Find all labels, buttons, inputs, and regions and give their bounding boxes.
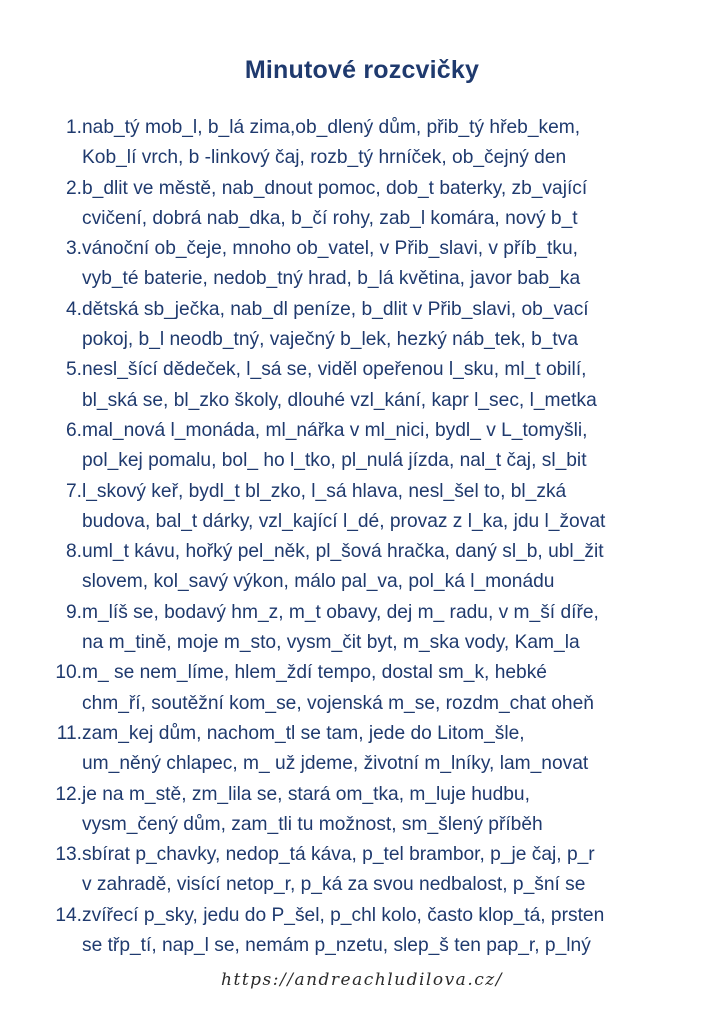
item-line: bl_ská se, bl_zko školy, dlouhé vzl_kání, kapr l_sec, l_metka	[82, 389, 597, 411]
item-line: zvířecí p_sky, jedu do P_šel, p_chl kolo, často klop_tá, prsten	[82, 904, 605, 926]
item-number: 3.	[65, 238, 82, 260]
item-number: 1.	[65, 117, 82, 138]
item-number: 7.	[65, 480, 82, 502]
item-line: pokoj, b_l neodb_tný, vaječný b_lek, hezký náb_tek, b_tva	[82, 329, 579, 351]
exercise-item-14	[52, 901, 692, 962]
item-number: 9.	[65, 601, 82, 623]
item-number: 12.	[55, 783, 82, 805]
item-number: 2.	[65, 177, 82, 199]
item-line: dětská sb_ječka, nab_dl peníze, b_dlit v Přib_slavi, ob_vací	[82, 298, 589, 320]
item-number: 13.	[55, 844, 82, 866]
exercise-item-6	[52, 416, 692, 477]
item-number: 5.	[65, 359, 82, 381]
exercise-list	[52, 113, 692, 961]
exercise-item-12	[52, 780, 692, 841]
item-line: l_skový keř, bydl_t bl_zko, l_sá hlava, nesl_šel to, bl_zká	[82, 480, 567, 502]
item-line: se třp_tí, nap_l se, nemám p_nzetu, slep_š ten pap_r, p_lný	[82, 935, 591, 957]
item-number: 6.	[65, 419, 82, 441]
exercise-item-1	[52, 113, 692, 174]
item-line: vyb_té baterie, nedob_tný hrad, b_lá květina, javor bab_ka	[82, 268, 581, 290]
exercise-item-11	[52, 719, 692, 780]
item-line: je na m_stě, zm_lila se, stará om_tka, m_luje hudbu,	[82, 783, 530, 805]
item-number: 4.	[65, 298, 82, 320]
item-line: Kob_lí vrch, b -linkový čaj, rozb_tý hrníček, ob_čejný den	[82, 147, 567, 169]
exercise-item-8	[52, 537, 692, 598]
item-line: na m_tině, moje m_sto, vysm_čit byt, m_ska vody, Kam_la	[82, 632, 580, 654]
exercise-item-2	[52, 174, 692, 235]
item-line: um_něný chlapec, m_ už jdeme, životní m_lníky, lam_novat	[82, 753, 589, 775]
exercise-item-4	[52, 295, 692, 356]
item-line: vysm_čený dům, zam_tli tu možnost, sm_šlený příběh	[82, 813, 543, 835]
exercise-item-13	[52, 840, 692, 901]
item-line: sbírat p_chavky, nedop_tá káva, p_tel brambor, p_je čaj, p_r	[82, 844, 595, 866]
exercise-item-3	[52, 234, 692, 295]
item-line: zam_kej dům, nachom_tl se tam, jede do Litom_šle,	[82, 722, 525, 744]
exercise-item-9	[52, 598, 692, 659]
item-line: chm_ří, soutěžní kom_se, vojenská m_se, rozdm_chat oheň	[82, 692, 594, 714]
item-number: 14.	[55, 904, 82, 926]
exercise-item-10	[52, 658, 692, 719]
item-line: nesl_šící dědeček, l_sá se, viděl opeřenou l_sku, ml_t obilí,	[82, 359, 587, 381]
item-line: nab_tý mob_l, b_lá zima,ob_dlený dům, přib_tý hřeb_kem,	[82, 117, 581, 138]
item-line: cvičení, dobrá nab_dka, b_čí rohy, zab_l komára, nový b_t	[82, 207, 578, 229]
item-line: pol_kej pomalu, bol_ ho l_tko, pl_nulá jízda, nal_t čaj, sl_bit	[82, 450, 587, 472]
item-line: m_ se nem_líme, hlem_ždí tempo, dostal sm_k, hebké	[82, 662, 547, 684]
exercise-item-7	[52, 477, 692, 538]
item-line: slovem, kol_savý výkon, málo pal_va, pol_ká l_monádu	[82, 571, 555, 593]
item-number: 10.	[55, 662, 82, 684]
exercise-item-5	[52, 355, 692, 416]
item-line: b_dlit ve městě, nab_dnout pomoc, dob_t baterky, zb_vající	[82, 177, 588, 199]
item-line: mal_nová l_monáda, ml_nářka v ml_nici, bydl_ v L_tomyšli,	[82, 419, 588, 441]
page-title: Minutové rozcvičky	[244, 56, 480, 84]
item-line: uml_t kávu, hořký pel_něk, pl_šová hračka, daný sl_b, ubl_žit	[82, 541, 604, 563]
item-line: v zahradě, visící netop_r, p_ká za svou nedbalost, p_šní se	[82, 874, 586, 896]
item-line: budova, bal_t dárky, vzl_kající l_dé, provaz z l_ka, jdu l_žovat	[82, 510, 606, 532]
item-number: 8.	[65, 541, 82, 563]
item-line: m_líš se, bodavý hm_z, m_t obavy, dej m_ radu, v m_ší díře,	[82, 601, 599, 623]
item-line: vánoční ob_čeje, mnoho ob_vatel, v Přib_slavi, v příb_tku,	[82, 238, 578, 260]
website-link[interactable]: https://andreachludilova.cz/	[221, 970, 503, 990]
item-number: 11.	[56, 722, 82, 744]
